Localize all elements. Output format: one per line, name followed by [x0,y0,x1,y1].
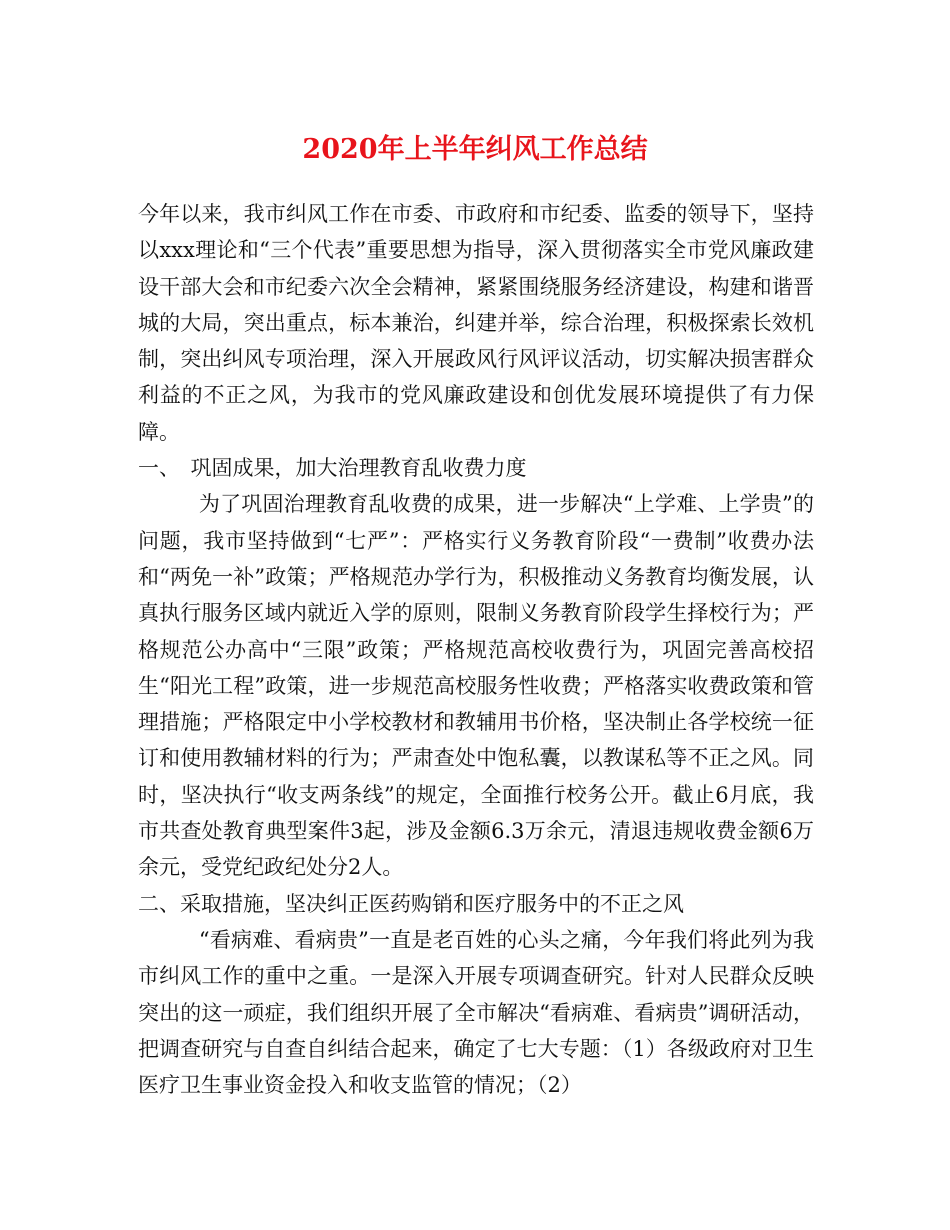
intro-paragraph: 今年以来，我市纠风工作在市委、市政府和市纪委、监委的领导下，坚持以xxx理论和“三个代表”重要思想为指导，深入贯彻落实全市党风廉政建设干部大会和市纪委六次全会精神，紧紧围绕服务经济建设，构建和谐晋城的大局，突出重点，标本兼治，纠建并举，综合治理，积极探索长效机制，突出纠风专项治理，深入开展政风行风评议活动，切实解决损害群众利益的不正之风，为我市的党风廉政建设和创优发展环境提供了有力保障。 [138,202,814,444]
section-heading-2: 二、采取措施，坚决纠正医药购销和医疗服务中的不正之风 [138,891,684,916]
section-1-paragraph: 为了巩固治理教育乱收费的成果，进一步解决“上学难、上学贵”的问题，我市坚持做到“七严”：严格实行义务教育阶段“一费制”收费办法和“两免一补”政策；严格规范办学行为，积极推动义务教育均衡发展，认真执行服务区域内就近入学的原则，限制义务教育阶段学生择校行为；严格规范公办高中“三限”政策；严格规范高校收费行为，巩固完善高校招生“阳光工程”政策，进一步规范高校服务性收费；严格落实收费政策和管理措施；严格限定中小学校教材和教辅用书价格，坚决制止各学校统一征订和使用教辅材料的行为；严肃查处中饱私囊，以教谋私等不正之风。同时，坚决执行“收支两条线”的规定，全面推行校务公开。截止6月底，我市共查处教育典型案件3起，涉及金额6.3万余元，清退违规收费金额6万余元，受党纪政纪处分2人。 [138,492,814,880]
document-body [138,196,814,1103]
document-title: 2020年上半年纠风工作总结 [302,134,648,165]
section-2-paragraph: “看病难、看病贵”一直是老百姓的心头之痛，今年我们将此列为我市纠风工作的重中之重。一是深入开展专项调查研究。针对人民群众反映突出的这一顽症，我们组织开展了全市解决“看病难、看病贵”调研活动，把调查研究与自查自纠结合起来，确定了七大专题：（1）各级政府对卫生医疗卫生事业资金投入和收支监管的情况；（2） [138,927,814,1098]
section-heading-1: 一、 巩固成果，加大治理教育乱收费力度 [138,456,527,481]
